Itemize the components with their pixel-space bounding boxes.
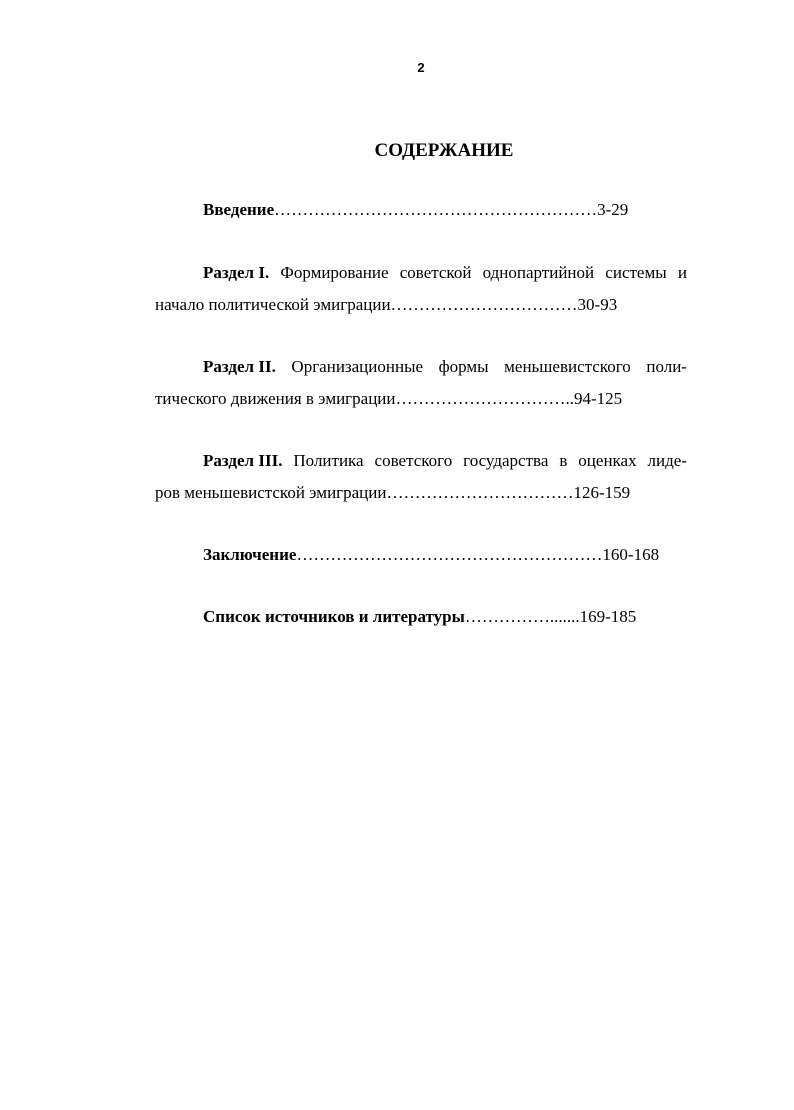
toc-entry-label: Раздел III. bbox=[203, 451, 283, 470]
toc-word: советской bbox=[399, 263, 472, 282]
toc-entry-section2-line2 bbox=[155, 389, 622, 409]
toc-dot-leader: …………………………… bbox=[390, 295, 578, 314]
toc-word: поли- bbox=[646, 357, 687, 376]
toc-page-range: 169-185 bbox=[579, 607, 637, 626]
toc-page-range: 160-168 bbox=[602, 545, 660, 564]
toc-entry-label: Раздел II. bbox=[203, 357, 276, 376]
toc-page-range: 30-93 bbox=[577, 295, 618, 314]
toc-entry-text: ров меньшевистской эмиграции bbox=[155, 483, 387, 502]
toc-page-range: 3-29 bbox=[597, 200, 629, 219]
toc-word: оценках bbox=[578, 451, 637, 470]
toc-word: советского bbox=[374, 451, 453, 470]
toc-word: системы bbox=[605, 263, 667, 282]
toc-entry-label: Раздел I. bbox=[203, 263, 270, 282]
toc-entry-text: начало политической эмиграции bbox=[155, 295, 391, 314]
toc-entry-label: Введение bbox=[203, 200, 275, 219]
toc-dot-leader: ………………………….. bbox=[395, 389, 574, 408]
toc-page-range: 94-125 bbox=[573, 389, 623, 408]
toc-word: Организационные bbox=[291, 357, 424, 376]
toc-word: в bbox=[559, 451, 568, 470]
toc-entry-section3-line2 bbox=[155, 483, 630, 503]
toc-word: Политика bbox=[293, 451, 364, 470]
toc-word: государства bbox=[463, 451, 549, 470]
toc-entry-label: Список источников и литературы bbox=[203, 607, 465, 626]
toc-word: и bbox=[677, 263, 687, 282]
page-number: 2 bbox=[417, 60, 425, 75]
toc-entry-conclusion bbox=[203, 545, 659, 565]
toc-word: Формирование bbox=[280, 263, 389, 282]
toc-dot-leader: ………………………………………………… bbox=[274, 200, 598, 219]
toc-entry-sources bbox=[203, 607, 636, 627]
toc-word: однопартийной bbox=[482, 263, 595, 282]
toc-entry-text: тического движения в эмиграции bbox=[155, 389, 396, 408]
toc-dot-leader: ……………....... bbox=[464, 607, 580, 626]
toc-dot-leader: ……………………………………………… bbox=[296, 545, 603, 564]
toc-word: меньшевистского bbox=[504, 357, 631, 376]
toc-entry-section3-line1 bbox=[203, 451, 687, 471]
toc-word: лиде- bbox=[647, 451, 687, 470]
toc-entry-section1-line2 bbox=[155, 295, 617, 315]
toc-page-range: 126-159 bbox=[573, 483, 631, 502]
toc-entry-section2-line1 bbox=[203, 357, 687, 377]
toc-entry-section1-line1 bbox=[203, 263, 687, 283]
toc-dot-leader: …………………………… bbox=[386, 483, 574, 502]
toc-entry-intro bbox=[203, 200, 628, 220]
toc-entry-label: Заключение bbox=[203, 545, 297, 564]
page-title: СОДЕРЖАНИЕ bbox=[374, 140, 514, 161]
toc-word: формы bbox=[438, 357, 489, 376]
